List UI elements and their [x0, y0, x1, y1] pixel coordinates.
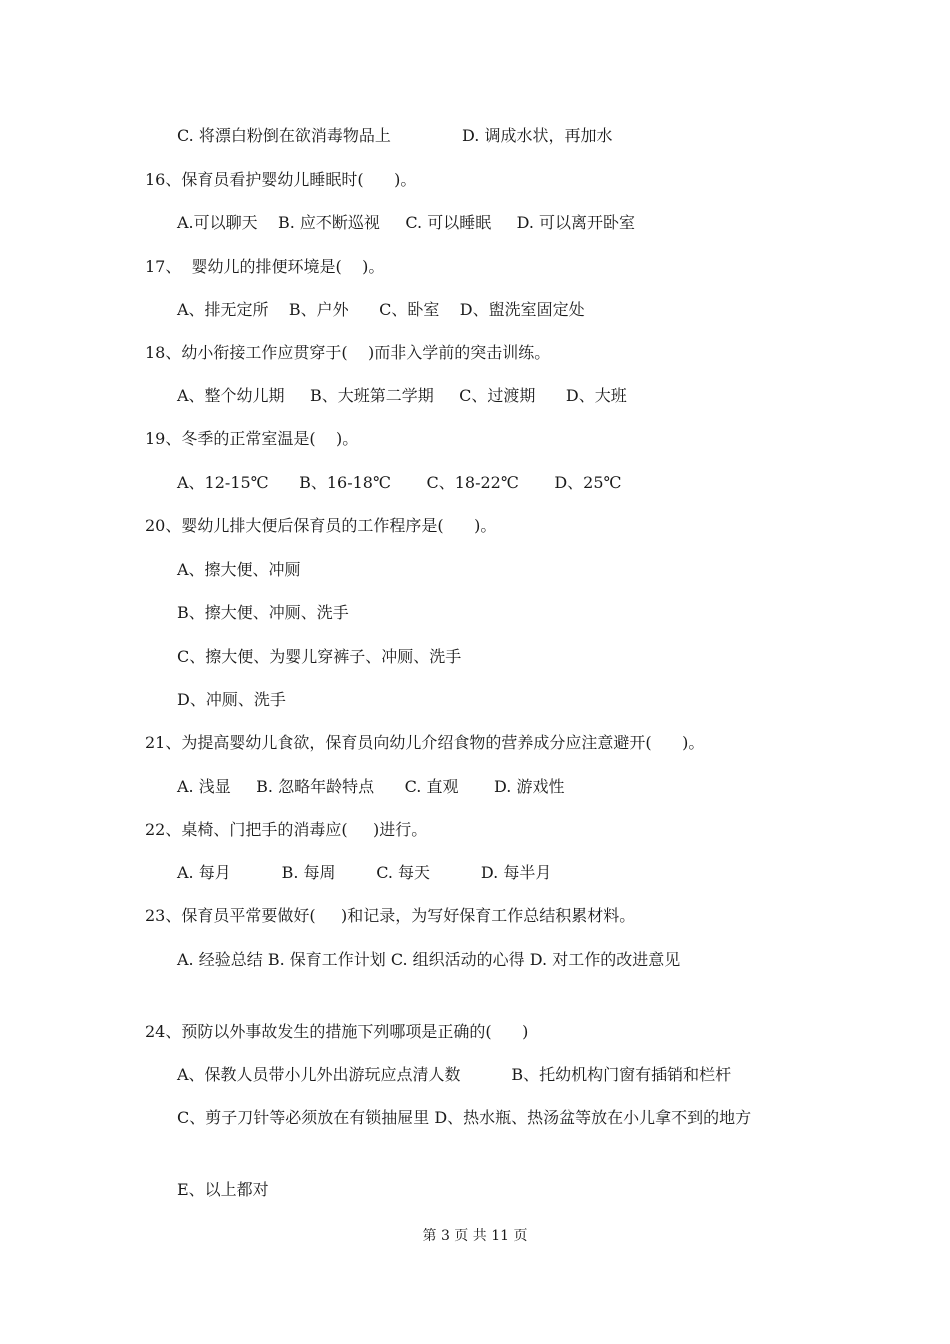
question-23: 23、保育员平常要做好( )和记录，为写好保育工作总结积累材料。	[145, 906, 636, 925]
question-16: 16、保育员看护婴幼儿睡眠时( )。	[145, 170, 417, 189]
question-20: 20、婴幼儿排大便后保育员的工作程序是( )。	[145, 516, 497, 535]
question-18: 18、幼小衔接工作应贯穿于( )而非入学前的突击训练。	[145, 343, 551, 362]
options-17: A、排无定所 B、户外 C、卧室 D、盥洗室固定处	[177, 300, 585, 319]
question-24: 24、预防以外事故发生的措施下列哪项是正确的( )	[145, 1022, 529, 1041]
options-21: A. 浅显 B. 忽略年龄特点 C. 直观 D. 游戏性	[177, 777, 565, 796]
options-24cd: C、剪子刀针等必须放在有锁抽屉里 D、热水瓶、热汤盆等放在小儿拿不到的地方	[177, 1108, 752, 1127]
option-20d: D、冲厕、洗手	[177, 690, 286, 709]
option-24e: E、以上都对	[177, 1180, 269, 1199]
options-19: A、12-15℃ B、16-18℃ C、18-22℃ D、25℃	[177, 473, 622, 492]
option-20c: C、擦大便、为婴儿穿裤子、冲厕、洗手	[177, 647, 462, 666]
question-19: 19、冬季的正常室温是( )。	[145, 429, 359, 448]
option-20b: B、擦大便、冲厕、洗手	[177, 603, 349, 622]
option-20a: A、擦大便、冲厕	[177, 560, 301, 579]
question-17: 17、 婴幼儿的排便环境是( )。	[145, 257, 385, 276]
question-22: 22、桌椅、门把手的消毒应( )进行。	[145, 820, 428, 839]
option-line-15cd: C. 将漂白粉倒在欲消毒物品上 D. 调成水状，再加水	[177, 126, 613, 145]
options-23: A. 经验总结 B. 保育工作计划 C. 组织活动的心得 D. 对工作的改进意见	[177, 950, 681, 969]
options-24ab: A、保教人员带小儿外出游玩应点清人数 B、托幼机构门窗有插销和栏杆	[177, 1065, 732, 1084]
options-16: A.可以聊天 B. 应不断巡视 C. 可以睡眠 D. 可以离开卧室	[177, 213, 636, 232]
options-22: A. 每月 B. 每周 C. 每天 D. 每半月	[177, 863, 552, 882]
page-footer: 第 3 页 共 11 页	[422, 1228, 528, 1244]
options-18: A、整个幼儿期 B、大班第二学期 C、过渡期 D、大班	[177, 386, 627, 405]
question-21: 21、为提高婴幼儿食欲，保育员向幼儿介绍食物的营养成分应注意避开( )。	[145, 733, 705, 752]
